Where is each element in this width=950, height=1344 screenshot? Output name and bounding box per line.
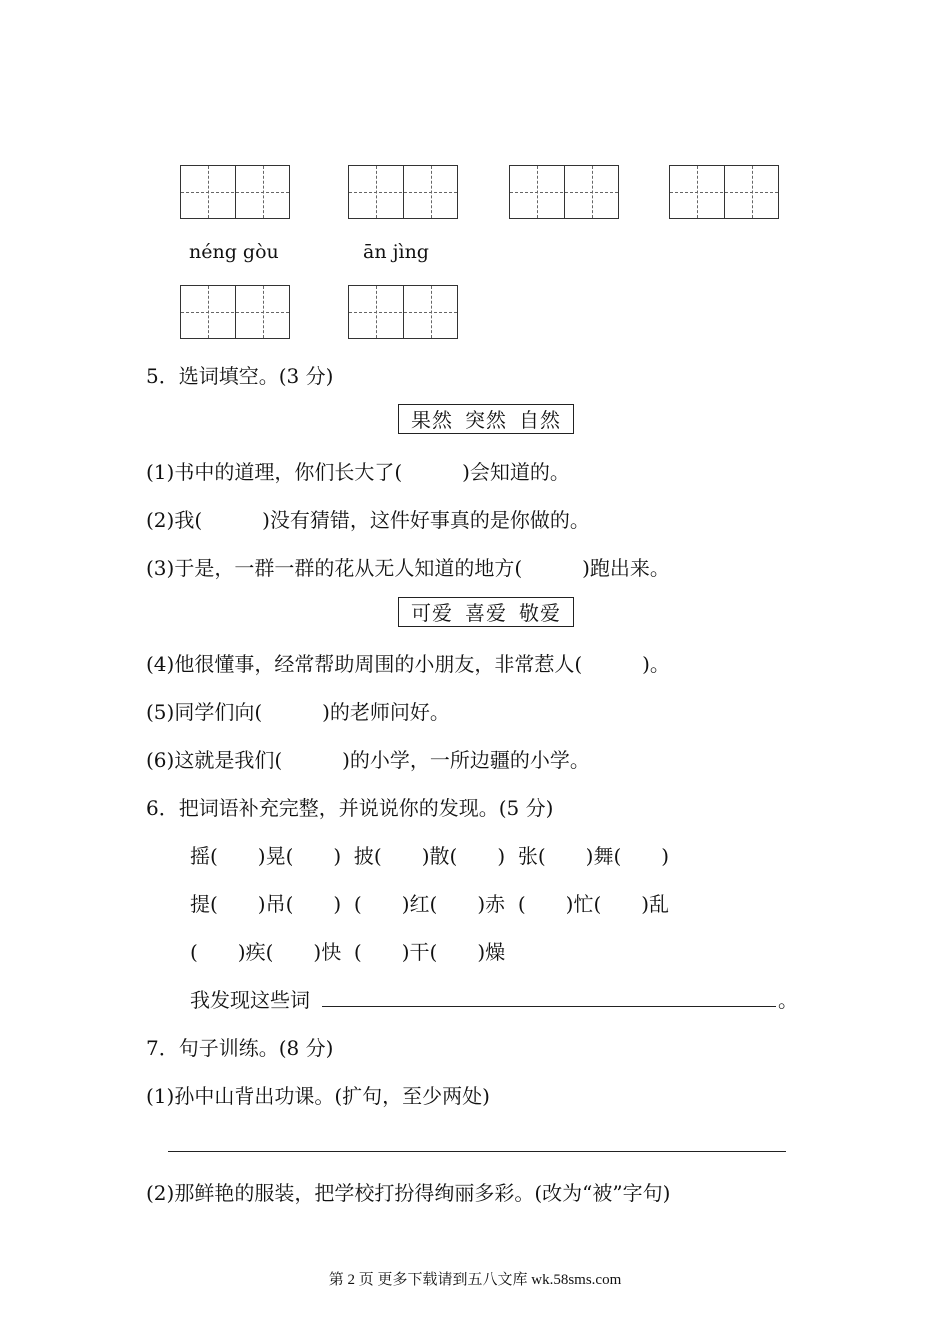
question-5-title: 5．选词填空。(3 分) xyxy=(146,364,334,388)
pinyin-label: néng gòu xyxy=(189,241,279,263)
word-option: 喜爱 xyxy=(465,601,507,625)
word-option: 可爱 xyxy=(411,601,453,625)
question-item: (1)书中的道理，你们长大了( )会知道的。 xyxy=(146,460,570,484)
writing-grid xyxy=(669,165,779,219)
word-option: 突然 xyxy=(465,408,507,432)
writing-grid xyxy=(348,165,458,219)
question-item: (2)那鲜艳的服装，把学校打扮得绚丽多彩。(改为“被”字句) xyxy=(146,1181,671,1205)
answer-line[interactable] xyxy=(168,1151,786,1152)
idiom-row: 摇( )晃( ) 披( )散( ) 张( )舞( ) xyxy=(190,844,670,868)
writing-grid xyxy=(180,285,290,339)
question-item: (4)他很懂事，经常帮助周围的小朋友，非常惹人( )。 xyxy=(146,652,670,676)
idiom-row: ( )疾( )快 ( )干( )燥 xyxy=(190,940,506,964)
word-option: 果然 xyxy=(411,408,453,432)
idiom-row: 提( )吊( ) ( )红( )赤 ( )忙( )乱 xyxy=(190,892,670,916)
question-item: (3)于是，一群一群的花从无人知道的地方( )跑出来。 xyxy=(146,556,670,580)
discovery-label: 我发现这些词 xyxy=(190,988,310,1012)
page-footer: 第 2 页 更多下载请到五八文库 wk.58sms.com xyxy=(328,1272,622,1288)
writing-grid xyxy=(509,165,619,219)
question-item: (6)这就是我们( )的小学，一所边疆的小学。 xyxy=(146,748,590,772)
question-6-title: 6．把词语补充完整，并说说你的发现。(5 分) xyxy=(146,796,554,820)
word-option: 自然 xyxy=(519,408,561,432)
question-item: (5)同学们向( )的老师问好。 xyxy=(146,700,450,724)
pinyin-label: ān jìng xyxy=(363,241,429,263)
discovery-end: 。 xyxy=(778,988,798,1012)
question-item: (1)孙中山背出功课。(扩句，至少两处) xyxy=(146,1084,490,1108)
writing-grid xyxy=(348,285,458,339)
answer-line[interactable] xyxy=(322,1006,776,1007)
question-item: (2)我( )没有猜错，这件好事真的是你做的。 xyxy=(146,508,590,532)
writing-grid xyxy=(180,165,290,219)
word-choice-box xyxy=(398,404,574,434)
word-option: 敬爱 xyxy=(519,601,561,625)
word-choice-box xyxy=(398,597,574,627)
question-7-title: 7．句子训练。(8 分) xyxy=(146,1036,334,1060)
